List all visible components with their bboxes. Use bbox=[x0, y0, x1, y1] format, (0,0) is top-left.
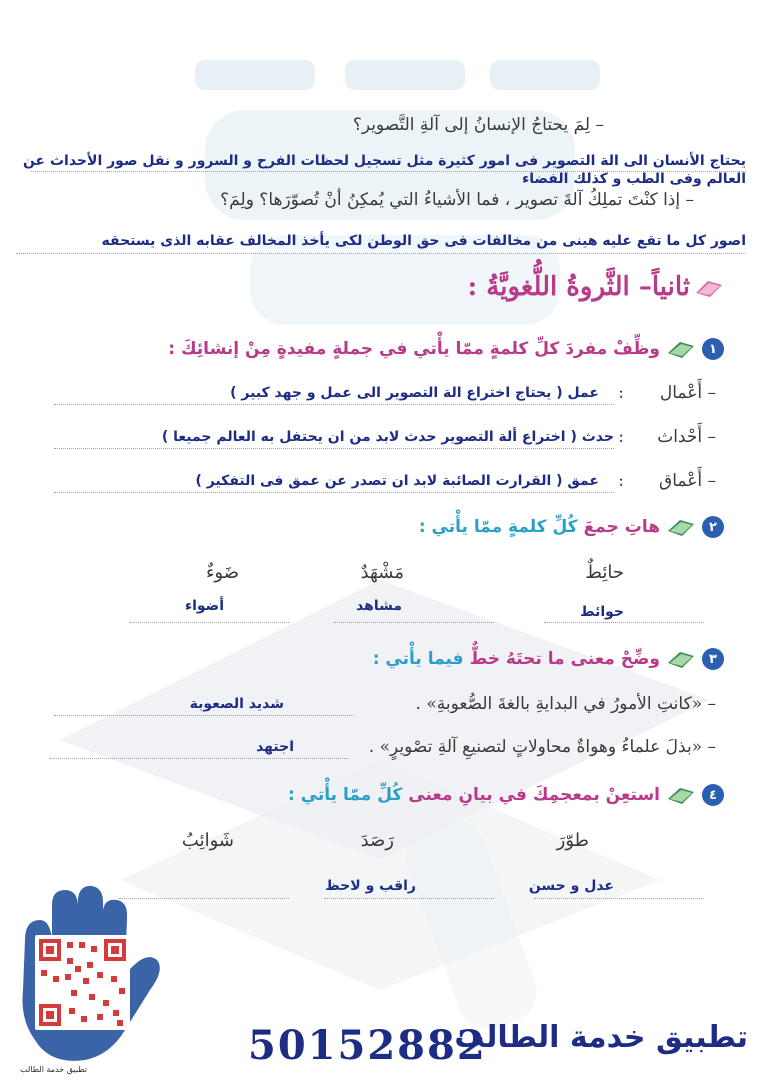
ex1-answer-2: حدث ( اختراع ألة التصوير حدث لابد من ان يحتفل به العالم جميعا ) bbox=[161, 429, 614, 445]
ex2-word-2: مَشْهَدٌ bbox=[360, 562, 404, 583]
ex3-line-2 bbox=[49, 758, 349, 759]
question-1: – لِمَ يحتاجُ الإنسانُ إلى آلةِ التَّصوير؟ bbox=[352, 115, 604, 135]
footer-phone: 50152882 bbox=[248, 1022, 487, 1069]
ex1-word-3: – أَعْماق bbox=[659, 471, 716, 491]
ex1-colon-2: : bbox=[618, 427, 624, 447]
ex3-sentence-1: – «كانتِ الأمورُ في البدايةِ بالغةَ الصُّعوبةِ» . bbox=[415, 694, 716, 714]
exercise-4-header bbox=[288, 784, 724, 806]
exercise-3-title-1: وضِّحْ معنى ما تحتَهُ خطٌّ bbox=[469, 649, 660, 669]
ex3-answer-1: شديد الصعوبة bbox=[189, 696, 284, 712]
ex3-line-1 bbox=[54, 715, 354, 716]
ex4-line-1 bbox=[534, 898, 704, 899]
qr-hand-logo bbox=[5, 880, 165, 1075]
exercise-4-title-1: استعِنْ بمعجمِكَ في بيانِ معنى bbox=[408, 785, 660, 805]
ex4-word-1: طوّرَ bbox=[556, 830, 589, 851]
book-icon bbox=[666, 649, 696, 669]
book-icon bbox=[666, 339, 696, 359]
exercise-2-header bbox=[419, 516, 724, 538]
ex2-word-1: حائِطٌ bbox=[585, 562, 624, 583]
ex1-line-2 bbox=[54, 448, 614, 449]
exercise-1-title: وظِّفْ مفردَ كلِّ كلمةٍ ممّا يأْتي في جملةٍ مفيدةٍ مِنْ إنشائِكَ : bbox=[168, 339, 660, 359]
exercise-4-title-2: كُلِّ ممّا يأْتي : bbox=[288, 785, 403, 805]
footer-app-name: تطبيق خدمة الطالب bbox=[454, 1020, 748, 1055]
ex1-colon-3: : bbox=[618, 471, 624, 491]
ex4-line-2 bbox=[324, 898, 494, 899]
ex4-answer-1: عدل و حسن bbox=[528, 878, 614, 894]
section-header bbox=[468, 272, 724, 302]
ex1-word-1: – أَعْمال bbox=[659, 383, 716, 403]
exercise-3-number: ٣ bbox=[702, 648, 724, 670]
ex4-word-2: رَصَدَ bbox=[360, 830, 394, 851]
footer-banner bbox=[248, 1020, 748, 1076]
ex2-line-2 bbox=[334, 622, 494, 623]
answer-1: يحتاج الأنسان الى الة التصوير فى امور كثيرة مثل تسجيل لحظات الفرح و السرور و نقل صور الأحداث عن العالم وفى الطب و كذلك الفضاء bbox=[22, 153, 746, 187]
ex4-answer-2: راقب و لاحظ bbox=[325, 878, 416, 894]
hand-qr-icon bbox=[5, 880, 165, 1075]
ex3-answer-2: اجتهد bbox=[256, 739, 294, 755]
ex4-word-3: شَوائِبُ bbox=[181, 830, 234, 851]
ex2-answer-2: مشاهد bbox=[356, 598, 402, 614]
ex1-line-3 bbox=[54, 492, 614, 493]
exercise-2-title-2: كُلِّ كلمةٍ ممّا يأْتي : bbox=[418, 517, 578, 537]
exercise-4-number: ٤ bbox=[702, 784, 724, 806]
ex2-line-3 bbox=[129, 622, 289, 623]
answer-2: اصور كل ما تقع عليه هينى من مخالفات فى حق الوطن لكى يأخذ المخالف عقابه الذى يستحقه bbox=[101, 233, 746, 249]
ex1-line-1 bbox=[54, 404, 614, 405]
ex2-answer-3: أضواء bbox=[184, 598, 224, 614]
ex2-answer-1: حوائط bbox=[580, 604, 624, 620]
exercise-3-header bbox=[373, 648, 724, 670]
ex1-answer-3: عمق ( القرارت الصائبة لابد ان تصدر عن عمق فى التفكير ) bbox=[195, 473, 599, 489]
book-icon bbox=[666, 785, 696, 805]
question-2: – إذا كنْتَ تملِكُ آلةَ تصوير ، فما الأشياءُ التي يُمكِنُ أنْ تُصوّرَها؟ ولِمَ؟ bbox=[220, 190, 694, 210]
ex1-answer-1: عمل ( يحتاج اختراع الة التصوير الى عمل و جهد كبير ) bbox=[230, 385, 599, 401]
ex1-word-2: – أَحْداث bbox=[657, 427, 716, 447]
ex2-line-1 bbox=[544, 622, 704, 623]
ex3-sentence-2: – «بذلَ علماءُ وهواةٌ محاولاتٍ لتصنيعِ آلةِ تصْويرٍ» . bbox=[368, 737, 716, 757]
qr-caption: تطبيق خدمة الطالب bbox=[20, 1065, 88, 1074]
exercise-3-title-2: فيما يأْتي : bbox=[372, 649, 464, 669]
exercise-2-title-1: هاتِ جمعَ bbox=[583, 517, 660, 537]
section-title: ثانياً– الثَّروةُ اللُّغويَّةُ : bbox=[467, 272, 690, 302]
exercise-1-header bbox=[168, 338, 724, 360]
book-icon bbox=[666, 517, 696, 537]
book-icon bbox=[694, 277, 724, 297]
exercise-2-number: ٢ bbox=[702, 516, 724, 538]
ex2-word-3: ضَوءٌ bbox=[205, 562, 239, 583]
exercise-1-number: ١ bbox=[702, 338, 724, 360]
answer-2-dotted-line bbox=[16, 253, 746, 254]
ex1-colon-1: : bbox=[618, 383, 624, 403]
